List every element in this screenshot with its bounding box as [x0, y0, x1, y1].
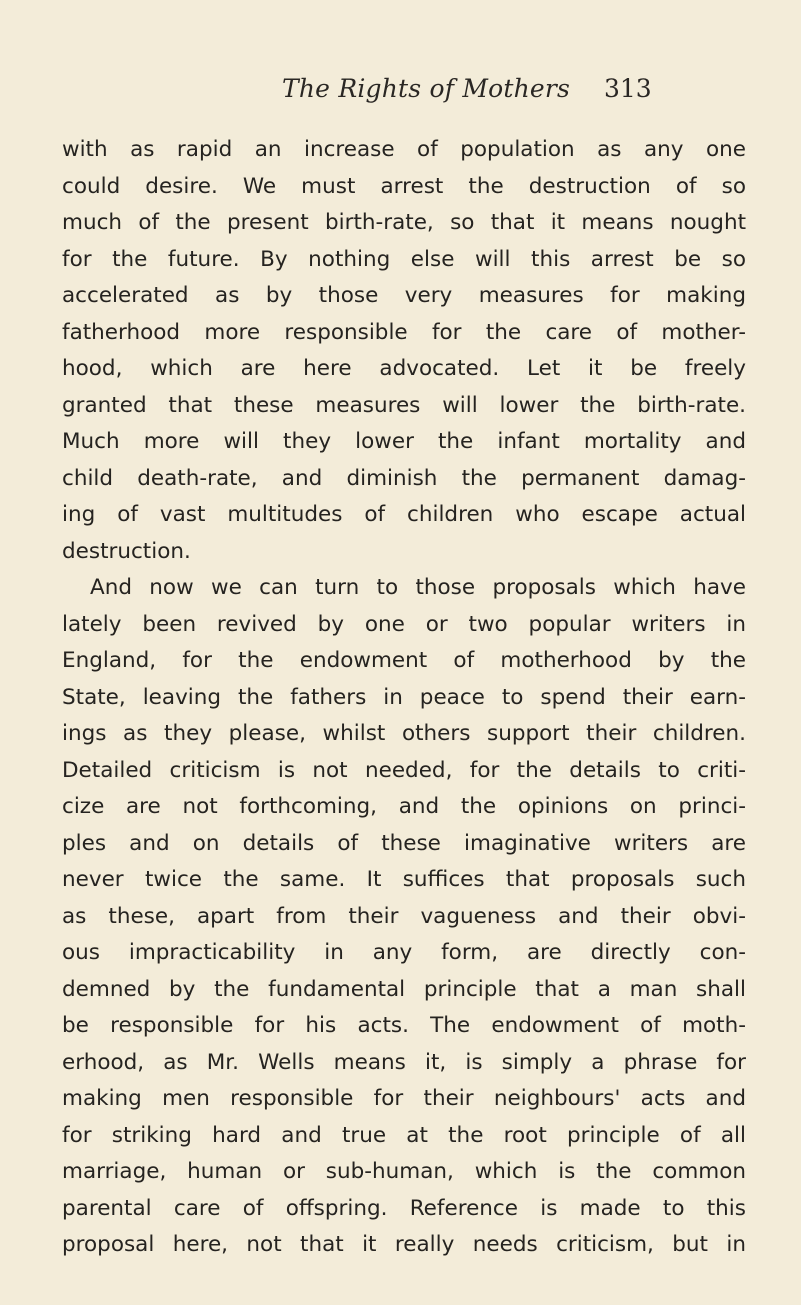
text-line: hood, which are here advocated. Let it be freely: [62, 356, 746, 381]
text-line: proposal here, not that it really needs criticism, but in: [62, 1232, 746, 1257]
text-line: child death-rate, and diminish the permanent damag-: [62, 465, 746, 491]
running-head: [60, 66, 760, 116]
text-line: could desire. We must arrest the destruction of so: [62, 173, 746, 199]
text-line: Detailed criticism is not needed, for the details to criti-: [62, 757, 746, 783]
text-line: making men responsible for their neighbours' acts and: [62, 1086, 746, 1111]
text-line: as these, apart from their vagueness and their obvi-: [62, 903, 746, 929]
page-number: 313: [604, 74, 652, 103]
text-line: State, leaving the fathers in peace to spend their earn-: [62, 684, 746, 710]
text-line: ings as they please, whilst others support their children.: [62, 721, 746, 746]
text-line: destruction.: [62, 538, 191, 564]
text-line: ous impracticability in any form, are directly con-: [62, 940, 746, 965]
text-line: demned by the fundamental principle that a man shall: [62, 976, 746, 1002]
text-line: erhood, as Mr. Wells means it, is simply a phrase for: [62, 1049, 746, 1075]
text-line: much of the present birth-rate, so that it means nought: [62, 210, 746, 235]
text-line: with as rapid an increase of population as any one: [62, 137, 746, 162]
text-line: parental care of offspring. Reference is made to this: [62, 1195, 746, 1221]
text-line: marriage, human or sub-human, which is the common: [62, 1159, 746, 1184]
text-line: never twice the same. It suffices that proposals such: [62, 867, 746, 892]
text-line: cize are not forthcoming, and the opinions on princi-: [62, 794, 746, 819]
text-line: Much more will they lower the infant mortality and: [62, 429, 746, 454]
text-line: ing of vast multitudes of children who escape actual: [62, 502, 746, 527]
text-line: fatherhood more responsible for the care of mother-: [62, 319, 746, 345]
body-text: [62, 132, 746, 1264]
text-line: granted that these measures will lower the birth-rate.: [62, 392, 746, 418]
text-line: be responsible for his acts. The endowment of moth-: [62, 1013, 746, 1038]
text-line: accelerated as by those very measures for making: [62, 283, 746, 308]
text-line: for the future. By nothing else will this arrest be so: [62, 246, 746, 272]
text-line: ples and on details of these imaginative writers are: [62, 830, 746, 856]
text-line: for striking hard and true at the root principle of all: [62, 1122, 746, 1148]
running-title: The Rights of Mothers: [282, 74, 571, 103]
text-line: And now we can turn to those proposals which have: [90, 575, 746, 600]
text-line: lately been revived by one or two popular writers in: [62, 611, 746, 637]
text-line: England, for the endowment of motherhood by the: [62, 648, 746, 673]
